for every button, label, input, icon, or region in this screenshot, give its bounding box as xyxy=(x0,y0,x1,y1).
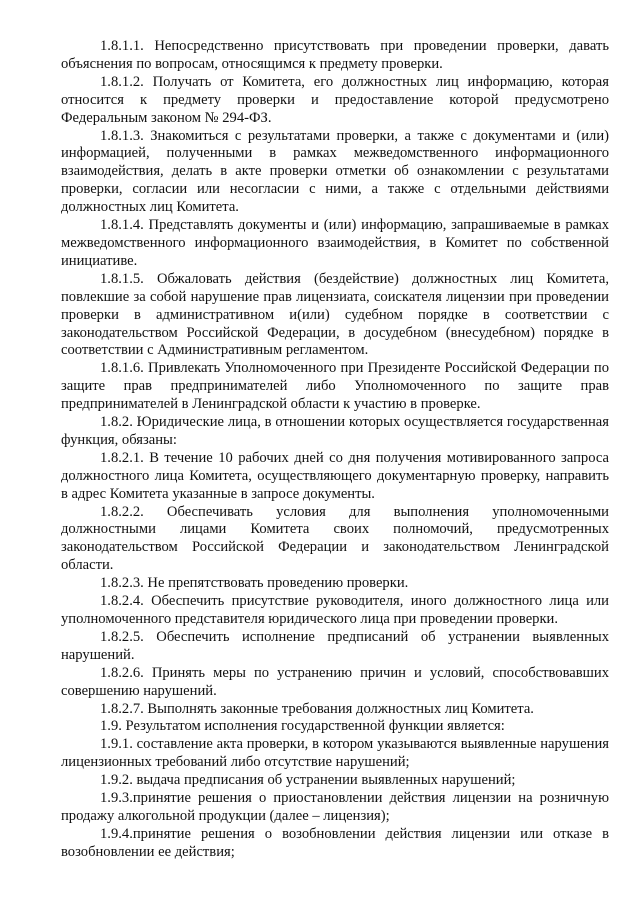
paragraph-1-8-2-4: 1.8.2.4. Обеспечить присутствие руководителя, иного должностного лица или уполномоченного представителя юридического лица при проведении проверки. xyxy=(61,593,609,627)
paragraph-1-8-2-5: 1.8.2.5. Обеспечить исполнение предписаний об устранении выявленных нарушений. xyxy=(61,628,609,663)
paragraph-1-8-1-5: 1.8.1.5. Обжаловать действия (бездействие) должностных лиц Комитета, повлекшие за собой нарушение прав лицензиата, соискателя лицензии при проведении проверки в административном и(или) судебном порядке в соответствии с законодательством Российской Федерации, в досудебном (внесудебном) порядке в соответствии с Административным регламентом. xyxy=(61,270,609,359)
paragraph-1-8-2-7: 1.8.2.7. Выполнять законные требования должностных лиц Комитета. xyxy=(100,700,534,717)
paragraph-1-8-2-1: 1.8.2.1. В течение 10 рабочих дней со дня получения мотивированного запроса должностного лица Комитета, осуществляющего документарную проверку, направить в адрес Комитета указанные в запросе документы. xyxy=(61,449,609,502)
paragraph-1-8-2: 1.8.2. Юридические лица, в отношении которых осуществляется государственная функция, обязаны: xyxy=(61,414,609,448)
paragraph-1-8-1-2: 1.8.1.2. Получать от Комитета, его должностных лиц информацию, которая относится к предмету проверки и предоставление которой предусмотрено Федеральным законом № 294-ФЗ. xyxy=(61,73,609,126)
paragraph-1-8-2-3: 1.8.2.3. Не препятствовать проведению проверки. xyxy=(100,575,409,592)
paragraph-1-9-2: 1.9.2. выдача предписания об устранении выявленных нарушений; xyxy=(100,772,516,789)
paragraph-1-8-1-4: 1.8.1.4. Представлять документы и (или) информацию, запрашиваемые в рамках межведомственного информационного взаимодействия, в Комитет по собственной инициативе. xyxy=(61,217,609,269)
paragraph-1-9-3: 1.9.3.принятие решения о приостановлении действия лицензии на розничную продажу алкогольной продукции (далее – лицензия); xyxy=(61,790,609,824)
paragraph-1-9: 1.9. Результатом исполнения государственной функции является: xyxy=(100,718,505,735)
paragraph-1-8-2-6: 1.8.2.6. Принять меры по устранению причин и условий, способствовавших совершению нарушений. xyxy=(61,664,609,699)
paragraph-1-9-4: 1.9.4.принятие решения о возобновлении действия лицензии или отказе в возобновлении ее действия; xyxy=(61,825,609,860)
paragraph-1-8-1-3: 1.8.1.3. Знакомиться с результатами проверки, а также с документами и (или) информацией, полученными в рамках межведомственного информационного взаимодействия, делать в акте проверки отметки об ознакомлении с результатами проверки, согласии или несогласии с ними, а также с отдельными действиями должностных лиц Комитета. xyxy=(61,127,609,216)
paragraph-1-8-1-6: 1.8.1.6. Привлекать Уполномоченного при Президенте Российской Федерации по защите прав предпринимателей либо Уполномоченного по защите прав предпринимателей в Ленинградской области к участию в проверке. xyxy=(61,360,609,413)
paragraph-1-9-1: 1.9.1. составление акта проверки, в котором указываются выявленные нарушения лицензионных требований либо отсутствие нарушений; xyxy=(61,736,609,771)
paragraph-1-8-2-2: 1.8.2.2. Обеспечивать условия для выполнения уполномоченными должностными лицами Комитета своих полномочий, предусмотренных законодательством Российской Федерации и законодательством Ленинградской области. xyxy=(61,503,609,574)
paragraph-1-8-1-1: 1.8.1.1. Непосредственно присутствовать при проведении проверки, давать объяснения по вопросам, относящимся к предмету проверки. xyxy=(61,38,609,72)
document-page xyxy=(61,38,609,862)
